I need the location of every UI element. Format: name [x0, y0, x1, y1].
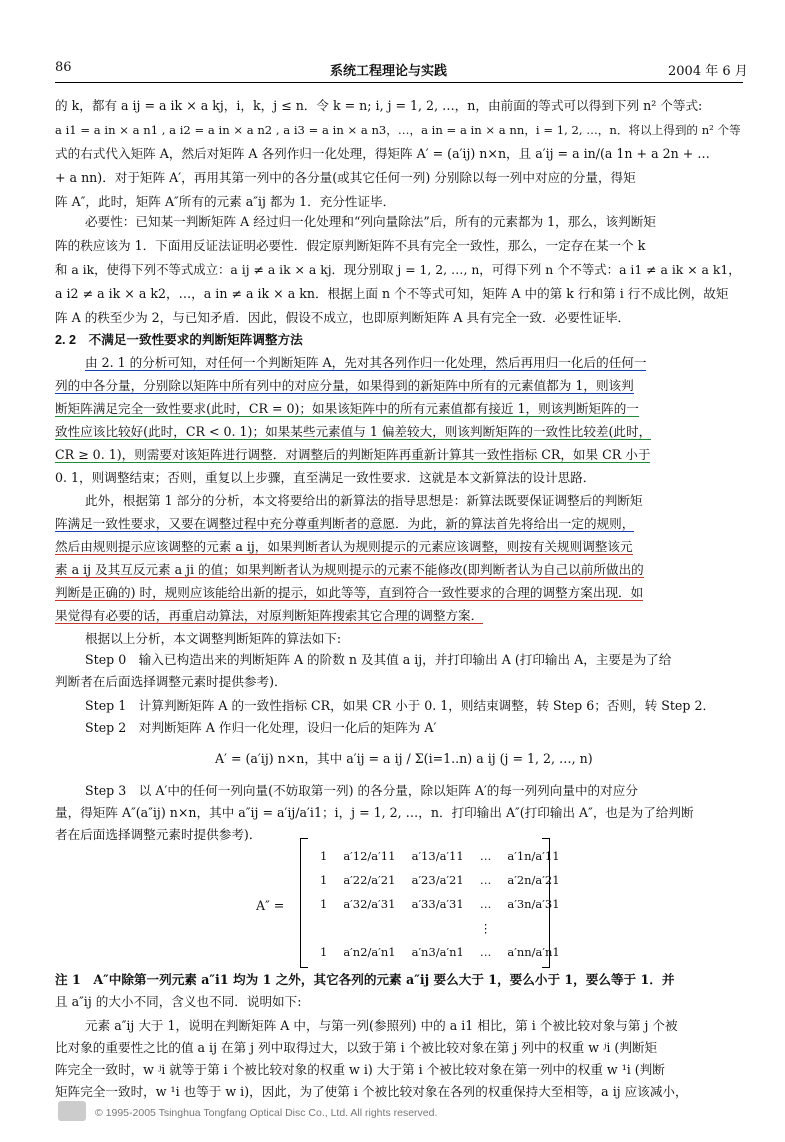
body-line: 必要性：已知某一判断矩阵 A 经过归一化处理和“列向量除法”后，所有的元素都为 1，那么，该判断矩: [85, 214, 656, 229]
page-number: 86: [55, 60, 72, 75]
body-line: 且 a″ij 的大小不同，含义也不同．说明如下:: [55, 994, 302, 1009]
issue-date: 2004 年 6 月: [668, 64, 748, 79]
header-rule: [55, 82, 743, 83]
matrix-cell: a′3n/a′31: [507, 897, 560, 911]
body-line: [55, 447, 743, 463]
matrix-cell: a′n2/a′n1: [343, 945, 396, 959]
body-line: [55, 608, 743, 624]
body-line: [55, 378, 743, 394]
body-line: 量，得矩阵 A″(a″ij) n×n，其中 a″ij = a′ij/a′i1；i，j = 1, 2, …，n．打印输出 A″(打印输出 A″，也是为了给判断: [55, 805, 694, 820]
body-line: [55, 539, 743, 555]
matrix-cell: …: [479, 873, 492, 887]
section-heading: 2. 2 不满足一致性要求的判断矩阵调整方法: [55, 333, 303, 347]
body-line: 判断者在后面选择调整元素时提供参考)．: [55, 674, 287, 689]
body-line: a i2 ≠ a ik × a k2，…，a in ≠ a ik × a kn．根据上面 n 个不等式可知，矩阵 A 中的第 k 行和第 i 行不成比例，故矩: [55, 286, 729, 301]
underlined-text: 由 2. 1 的分析可知，对任何一个判断矩阵 A，先对其各列作归一化处理，然后再用归一化后的任何一: [85, 355, 647, 370]
body-line: 阵完全一致时，w ʲi 就等于第 i 个被比较对象的权重 w i) 大于第 i 个被比较对象在第一列中的权重 w ¹i (判断: [55, 1062, 665, 1077]
body-line: 者在后面选择调整元素时提供参考)．: [55, 827, 262, 842]
body-line: 式的右式代入矩阵 A，然后对矩阵 A 各列作归一化处理，得矩阵 A′ = (a′ij) n×n，且 a′ij = a in/(a 1n + a 2n + …: [55, 146, 710, 161]
underlined-text: 判断是正确的) 时，规则应该能给出新的提示，如此等等，直到符合一致性要求的合理的调整方案出现．如: [55, 585, 644, 600]
matrix-cell: 1: [320, 945, 328, 959]
matrix-cell: 1: [320, 897, 328, 911]
matrix-cell: a′23/a′21: [411, 873, 464, 887]
body-line: [55, 424, 743, 440]
underlined-text: 素 a ij 及其互反元素 a ji 的值；如果判断者认为规则提示的元素不能修改(即判断者认为自己以前所做出的: [55, 562, 644, 577]
matrix-row: [312, 916, 568, 940]
matrix-cell: a′nn/a′n1: [507, 945, 560, 959]
matrix-cell: a′1n/a′11: [507, 849, 560, 863]
matrix-cell: 1: [320, 873, 328, 887]
matrix-left-bracket: [300, 838, 308, 968]
underlined-text: 致性应该比较好(此时，CR < 0. 1)；如果某些元素值与 1 偏差较大，则该判断矩阵的一致性比较差(此时，: [55, 424, 652, 439]
underlined-text: 列的中各分量，分别除以矩阵中所有列中的对应分量，如果得到的新矩阵中所有的元素值都为 1，则该判: [55, 378, 634, 393]
copyright-footer: © 1995-2005 Tsinghua Tongfang Optical Disc Co., Ltd. All rights reserved.: [95, 1107, 438, 1119]
underlined-text: 果觉得有必要的话，再重启动算法，对原判断矩阵搜索其它合理的调整方案．: [55, 608, 484, 623]
matrix-a-double-prime: [300, 838, 560, 966]
body-line: 的 k，都有 a ij = a ik × a kj，i，k，j ≤ n．令 k = n; i, j = 1, 2, …，n，由前面的等式可以得到下列 n² 个等式:: [55, 98, 703, 113]
body-line: 此外，根据第 1 部分的分析，本文将要给出的新算法的指导思想是：新算法既要保证调整后的判断矩: [85, 493, 643, 508]
step-3: Step 3 以 A′中的任何一列向量(不妨取第一列) 的各分量，除以矩阵 A′的每一列列向量中的对应分: [85, 783, 638, 798]
matrix-cell: ⋮: [479, 921, 492, 935]
body-line: [55, 562, 743, 578]
matrix-cell: 1: [320, 849, 328, 863]
matrix-row: [312, 844, 568, 868]
step-2: Step 2 对判断矩阵 A 作归一化处理，设归一化后的矩阵为 A′: [85, 720, 437, 735]
underlined-text: 然后由规则提示应该调整的元素 a ij，如果判断者认为规则提示的元素应该调整，则按有关规则调整该元: [55, 539, 633, 554]
step-0: Step 0 输入已构造出来的判断矩阵 A 的阶数 n 及其值 a ij，并打印输出 A (打印输出 A，主要是为了给: [85, 652, 672, 667]
matrix-cell: a′32/a′31: [343, 897, 396, 911]
body-line: 阵 A″，此时，矩阵 A″所有的元素 a″ij 都为 1．充分性证毕．: [55, 194, 396, 209]
body-line: + a nn)．对于矩阵 A′，再用其第一列中的各分量(或其它任何一列) 分别除以每一列中对应的分量，得矩: [55, 170, 636, 185]
body-line: a i1 = a in × a n1 , a i2 = a in × a n2 , a i3 = a in × a n3，…，a in = a in × a nn，i = 1, 2, …，n．将以上得到的 n² 个等: [55, 123, 741, 137]
normalization-formula: A′ = (a′ij) n×n，其中 a′ij = a ij / Σ(i=1..n) a ij (j = 1, 2, …, n): [215, 751, 593, 766]
body-line: 根据以上分析，本文调整判断矩阵的算法如下:: [85, 631, 342, 646]
matrix-label: A″ =: [256, 898, 285, 913]
body-line: [55, 401, 743, 417]
body-line: 元素 a″ij 大于 1，说明在判断矩阵 A 中，与第一列(参照列) 中的 a i1 相比，第 i 个被比较对象与第 j 个被: [85, 1018, 678, 1033]
matrix-cell: …: [479, 849, 492, 863]
underlined-text: 断矩阵满足完全一致性要求(此时，CR = 0)；如果该矩阵中的所有元素值都有接近 1，则该判断矩阵的一: [55, 401, 639, 416]
matrix-row: [312, 892, 568, 916]
matrix-cell: [335, 916, 403, 940]
matrix-table: [312, 844, 568, 964]
body-line: 矩阵完全一致时，w ¹i 也等于 w i)，因此，为了使第 i 个被比较对象在各列的权重保持大至相等，a ij 应该减小，: [55, 1084, 688, 1099]
matrix-row: [312, 868, 568, 892]
matrix-cell: …: [479, 945, 492, 959]
matrix-cell: a′13/a′11: [411, 849, 464, 863]
body-line: 和 a ik，使得下列不等式成立：a ij ≠ a ik × a kj．现分别取 j = 1, 2, …, n，可得下列 n 个不等式：a i1 ≠ a ik × a k1，: [55, 262, 741, 277]
underlined-text: CR ≥ 0. 1)，则需要对该矩阵进行调整．对调整后的判断矩阵再重新计算其一致性指标 CR，如果 CR 小于: [55, 447, 651, 462]
body-line: 比对象的重要性之比的值 a ij 在第 j 列中取得过大，以致于第 i 个被比较对象在第 j 列中的权重 w ʲi (判断矩: [55, 1040, 658, 1055]
body-line: [85, 355, 743, 371]
matrix-cell: [312, 916, 335, 940]
matrix-cell: a′n3/a′n1: [411, 945, 464, 959]
matrix-cell: [499, 916, 567, 940]
body-line: [55, 585, 743, 601]
body-line: 阵的秩应该为 1．下面用反证法证明必要性．假定原判断矩阵不具有完全一致性，那么，一定存在某一个 k: [55, 238, 646, 253]
journal-title: 系统工程理论与实践: [330, 64, 448, 79]
underlined-text: 阵满足一致性要求，又要在调整过程中充分尊重判断者的意愿．为此，新的算法首先将给出一定的规则，: [55, 516, 635, 531]
matrix-cell: a′2n/a′21: [507, 873, 560, 887]
matrix-cell: a′33/a′31: [411, 897, 464, 911]
body-line: [55, 516, 743, 532]
matrix-cell: a′22/a′21: [343, 873, 396, 887]
publisher-logo: [58, 1101, 86, 1121]
step-1: Step 1 计算判断矩阵 A 的一致性指标 CR，如果 CR 小于 0. 1，则结束调整，转 Step 6；否则，转 Step 2．: [85, 698, 716, 713]
matrix-cell: …: [479, 897, 492, 911]
matrix-row: [312, 940, 568, 964]
body-line: 0. 1，则调整结束；否则，重复以上步骤，直至满足一致性要求．这就是本文新算法的设计思路．: [55, 470, 596, 485]
body-line: 阵 A 的秩至少为 2，与已知矛盾．因此，假设不成立，也即原判断矩阵 A 具有完全一致．必要性证毕．: [55, 310, 631, 325]
matrix-cell: a′12/a′11: [343, 849, 396, 863]
matrix-cell: [404, 916, 472, 940]
note-1: 注 1 A″中除第一列元素 a″i1 均为 1 之外，其它各列的元素 a″ij 要么大于 1，要么小于 1，要么等于 1．并: [55, 972, 675, 987]
